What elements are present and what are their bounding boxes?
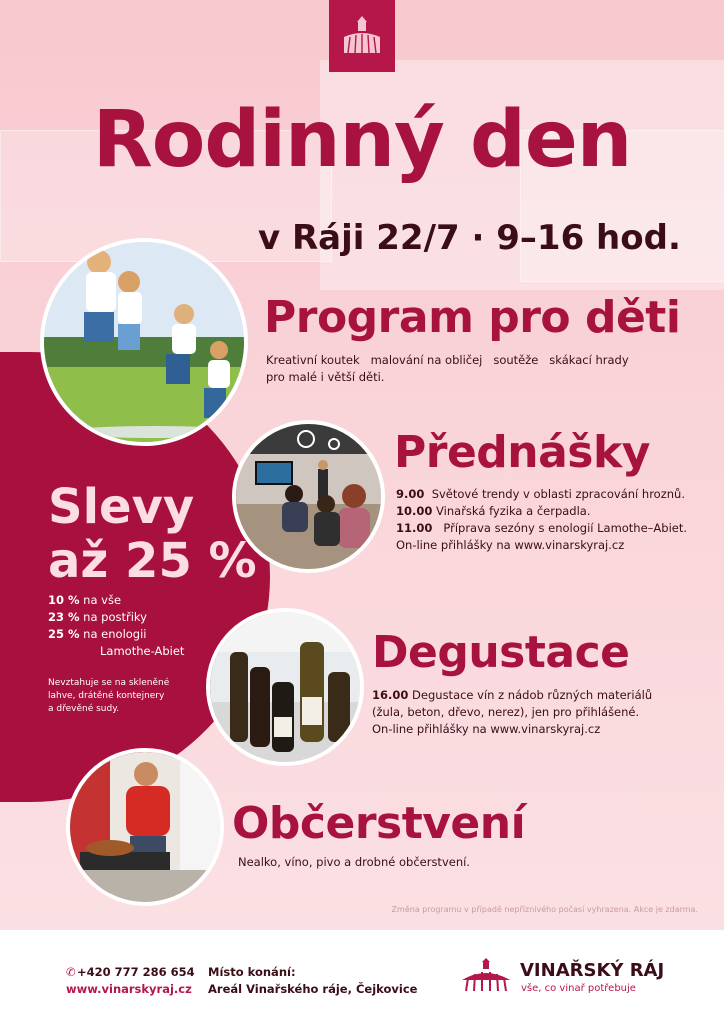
kids-program-line2: pro malé i větší děti. — [266, 370, 385, 384]
sale-text: na vše — [79, 593, 122, 607]
footer-phone[interactable] — [66, 965, 195, 979]
vineyard-logo-icon — [340, 13, 384, 59]
logo-badge — [329, 0, 395, 72]
sale-item-tail: Lamothe-Abiet — [100, 644, 185, 658]
sale-text: na enologii — [79, 627, 147, 641]
tasting-time: 16.00 — [372, 688, 409, 702]
kids-program-heading: Program pro děti — [264, 292, 681, 343]
sale-item — [48, 609, 184, 626]
sale-pct: 25 % — [48, 627, 80, 641]
disclaimer: Změna programu v případě nepříznivého počasí vyhrazena. Akce je zdarma. — [391, 905, 698, 914]
brand-tagline: vše, co vinař potřebuje — [521, 983, 636, 994]
vineyard-brand-logo-icon — [460, 958, 512, 994]
lecture-item — [396, 486, 685, 503]
lecture-item — [396, 503, 591, 520]
lecture-text: Vinařská fyzika a čerpadla. — [436, 504, 591, 518]
sale-note-line: Nevztahuje se na skleněné — [48, 678, 170, 688]
sale-pct: 10 % — [48, 593, 80, 607]
refreshments-photo — [66, 748, 224, 906]
tasting-text: Degustace vín z nádob různých materiálů — [412, 688, 653, 702]
sale-list — [48, 592, 184, 660]
kids-program-line1: Kreativní koutek malování na obličej soutěže skákací hrady — [266, 353, 629, 367]
tasting-heading: Degustace — [372, 627, 630, 678]
venue-address: Areál Vinařského ráje, Čejkovice — [208, 982, 418, 996]
sale-title — [48, 480, 257, 588]
lecture-time: 11.00 — [396, 521, 433, 535]
refreshments-text: Nealko, víno, pivo a drobné občerstvení. — [238, 855, 470, 869]
venue-label: Místo konání: — [208, 965, 296, 979]
lecture-item — [396, 520, 687, 537]
sale-title-line2: až 25 % — [48, 533, 257, 589]
footer-website-link[interactable]: www.vinarskyraj.cz — [66, 982, 192, 996]
tasting-line2: (žula, beton, dřevo, nerez), jen pro přihlášené. — [372, 705, 640, 719]
tasting-line1 — [372, 687, 652, 704]
kids-photo — [40, 238, 248, 446]
lecture-time: 9.00 — [396, 487, 425, 501]
lecture-registration-note: On-line přihlášky na www.vinarskyraj.cz — [396, 538, 625, 552]
tasting-line3: On-line přihlášky na www.vinarskyraj.cz — [372, 722, 601, 736]
event-date-time: v Ráji 22/7 · 9–16 hod. — [258, 218, 681, 258]
lectures-heading: Přednášky — [394, 427, 650, 478]
sale-pct: 23 % — [48, 610, 80, 624]
sale-note — [48, 677, 178, 716]
brand-name: VINAŘSKÝ RÁJ — [520, 960, 665, 981]
page-title: Rodinný den — [92, 95, 632, 185]
refreshments-heading: Občerstvení — [232, 798, 526, 849]
sale-item — [48, 592, 184, 609]
phone-number: +420 777 286 654 — [77, 965, 195, 979]
sale-note-line: lahve, drátěné kontejnery — [48, 691, 165, 701]
lecture-text: Světové trendy v oblasti zpracování hroznů. — [431, 487, 685, 501]
lecture-text: Příprava sezóny s enologií Lamothe–Abiet. — [443, 521, 688, 535]
lecture-time: 10.00 — [396, 504, 433, 518]
phone-icon: ✆ — [66, 965, 76, 979]
sale-title-line1: Slevy — [48, 479, 195, 535]
sale-text: na postřiky — [79, 610, 147, 624]
tasting-photo — [206, 608, 364, 766]
sale-note-line: a dřevěné sudy. — [48, 704, 120, 714]
sale-item — [48, 626, 184, 643]
